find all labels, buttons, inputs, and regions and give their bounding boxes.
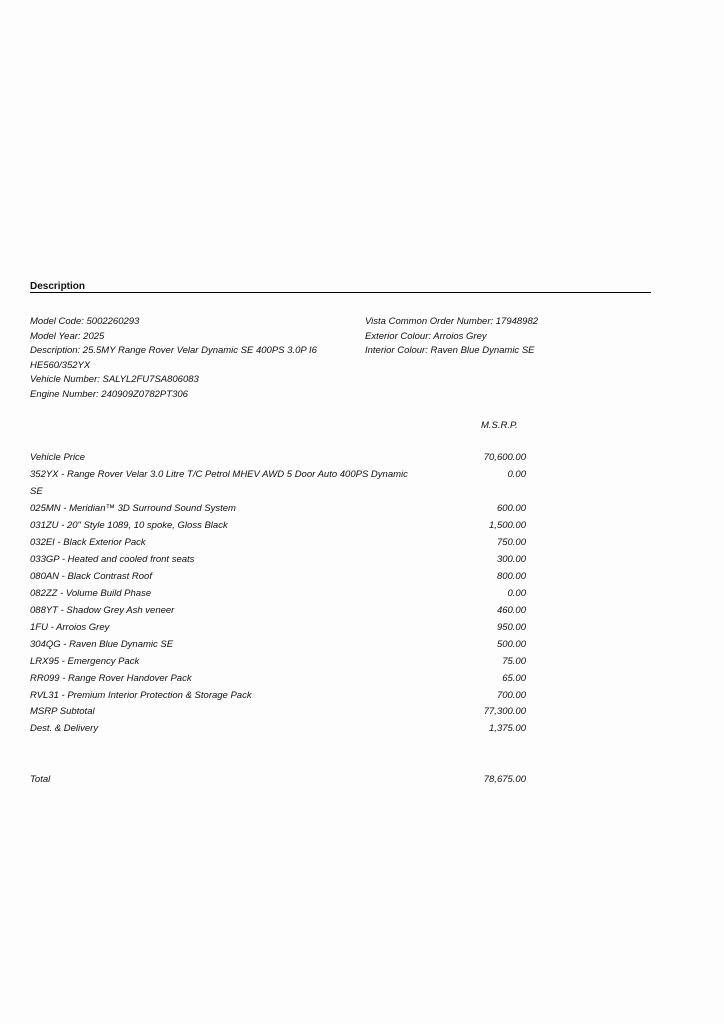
model-description-cont: HE560/352YX (30, 359, 91, 371)
order-number: Vista Common Order Number: 17948982 (365, 316, 539, 327)
heading-divider (30, 292, 651, 293)
model-year: Model Year: 2025 (30, 330, 105, 342)
line-item-label: Dest. & Delivery (30, 723, 99, 734)
line-item-price: 77,300.00 (483, 706, 526, 717)
section-heading: Description (30, 281, 86, 292)
line-item-price: 1,500.00 (489, 520, 526, 531)
msrp-column-header: M.S.R.P. (481, 420, 518, 431)
line-item-label: Vehicle Price (30, 452, 86, 463)
line-item-price: 0.00 (507, 469, 526, 480)
line-item-label: 025MN - Meridian™ 3D Surround Sound System (30, 503, 236, 514)
line-item-label: 088YT - Shadow Grey Ash veneer (30, 605, 175, 616)
exterior-colour: Exterior Colour: Arroios Grey (365, 330, 487, 342)
line-item-price: 950.00 (496, 622, 526, 633)
model-description: Description: 25.5MY Range Rover Velar Dynamic SE 400PS 3.0P I6 (30, 345, 317, 357)
line-item-price: 500.00 (496, 639, 526, 650)
line-item-price: 70,600.00 (483, 452, 526, 463)
line-item-price: 1,375.00 (489, 723, 526, 734)
total-label: Total (30, 774, 51, 785)
line-item-price: 800.00 (496, 571, 526, 582)
line-item-label: RVL31 - Premium Interior Protection & Storage Pack (30, 690, 252, 701)
line-item-label: 080AN - Black Contrast Roof (30, 571, 152, 582)
vehicle-info-right (365, 315, 538, 359)
model-code: Model Code: 5002260293 (30, 316, 140, 327)
vehicle-number: Vehicle Number: SALYL2FU7SA806083 (30, 374, 199, 386)
line-item-price: 460.00 (496, 605, 526, 616)
line-item-label: 352YX - Range Rover Velar 3.0 Litre T/C Petrol MHEV AWD 5 Door Auto 400PS Dynamic SE (30, 469, 408, 497)
line-item-price: 700.00 (496, 690, 526, 701)
line-item-label: 032EI - Black Exterior Pack (30, 537, 146, 548)
line-item-label: 304QG - Raven Blue Dynamic SE (30, 639, 174, 650)
line-item-label: RR099 - Range Rover Handover Pack (30, 673, 192, 684)
total-price: 78,675.00 (483, 774, 526, 785)
engine-number: Engine Number: 240909Z0782PT306 (30, 388, 188, 400)
line-item-price: 75.00 (502, 656, 526, 667)
line-item-price: 750.00 (496, 537, 526, 548)
line-item-label: 082ZZ - Volume Build Phase (30, 588, 152, 599)
interior-colour: Interior Colour: Raven Blue Dynamic SE (365, 345, 535, 357)
line-item-price: 300.00 (496, 554, 526, 565)
line-item-label: LRX95 - Emergency Pack (30, 656, 140, 667)
line-item-label: MSRP Subtotal (30, 706, 95, 717)
line-item-label: 1FU - Arroios Grey (30, 622, 110, 633)
line-item-label: 031ZU - 20" Style 1089, 10 spoke, Gloss Black (30, 520, 228, 531)
line-item-price: 600.00 (496, 503, 526, 514)
line-item-label: 033GP - Heated and cooled front seats (30, 554, 195, 565)
line-item-price: 65.00 (502, 673, 526, 684)
vehicle-info-left (30, 315, 317, 403)
line-item-price: 0.00 (507, 588, 526, 599)
